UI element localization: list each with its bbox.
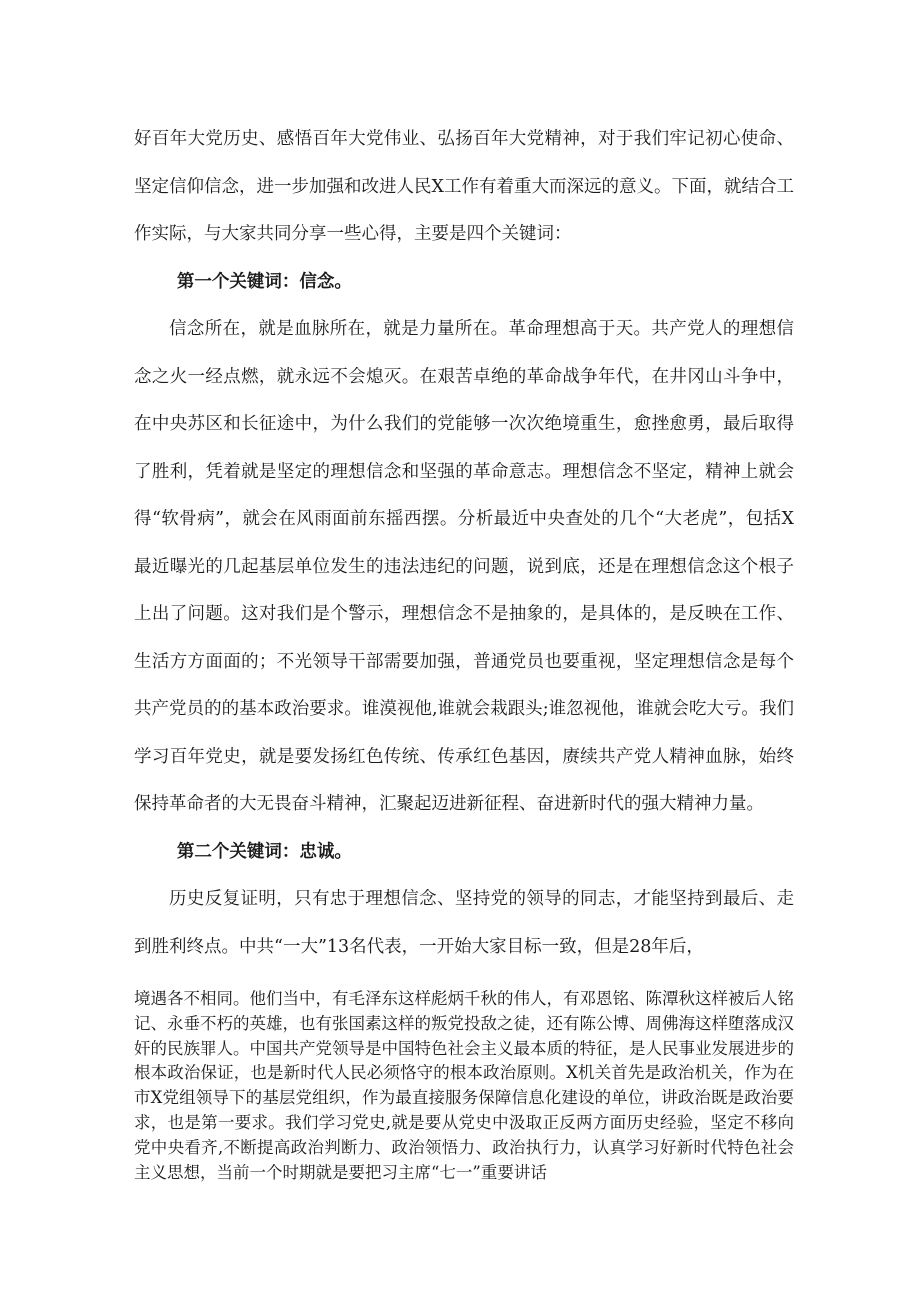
heading-keyword-1: 第一个关键词：信念。 <box>176 271 352 292</box>
heading-keyword-2: 第二个关键词：忠诚。 <box>176 841 352 862</box>
paragraph-belief: 信念所在，就是血脉所在，就是力量所在。革命理想高于天。共产党人的理想信念之火一经点燃，就永远不会熄灭。在艰苦卓绝的革命战争年代，在井冈山斗争中，在中央苏区和长征途中，为什么我们的党能够一次次绝境重生，愈挫愈勇，最后取得了胜利，凭着就是坚定的理想信念和坚强的革命意志。理想信念不坚定，精神上就会得“软骨病”，就会在风雨面前东摇西摆。分析最近中央查处的几个“大老虎”，包括X最近曝光的几起基层单位发生的违法违纪的问题，说到底，还是在理想信念这个根子上出了问题。这对我们是个警示，理想信念不是抽象的，是具体的，是反映在工作、生活方方面面的；不光领导干部需要加强，普通党员也要重视，坚定理想信念是每个共产党员的的基本政治要求。谁漠视他,谁就会栽跟头;谁忽视他，谁就会吃大亏。我们学习百年党史，就是要发扬红色传统、传承红色基因，赓续共产党人精神血脉，始终保持革命者的大无畏奋斗精神，汇聚起迈进新征程、奋进新时代的强大精神力量。 <box>134 319 794 814</box>
paragraph-loyalty-start: 历史反复证明，只有忠于理想信念、坚持党的领导的同志，才能坚持到最后、走到胜利终点。中共“一大”13名代表，一开始大家目标一致，但是28年后， <box>134 889 794 957</box>
paragraph-loyalty-continued: 境遇各不相同。他们当中，有毛泽东这样彪炳千秋的伟人，有邓恩铭、陈潭秋这样被后人铭记、永垂不朽的英雄，也有张国素这样的叛党投敌之徒，还有陈公博、周佛海这样堕落成汉奸的民族罪人。中国共产党领导是中国特色社会主义最本质的特征，是人民事业发展进步的根本政治保证，也是新时代人民必须恪守的根本政治原则。X机关首先是政治机关，作为在市X党组领导下的基层党组织，作为最直接服务保障信息化建设的单位，讲政治既是政治要求，也是第一要求。我们学习党史,就是要从党史中汲取正反两方面历史经验，坚定不移向党中央看齐,不断提高政治判断力、政治领悟力、政治执行力，认真学习好新时代特色社会主义思想，当前一个时期就是要把习主席“七一”重要讲话 <box>134 989 794 1182</box>
document-body-lower <box>134 987 794 1185</box>
document-body-upper <box>134 116 794 971</box>
paragraph-intro: 好百年大党历史、感悟百年大党伟业、弘扬百年大党精神，对于我们牢记初心使命、坚定信仰信念，进一步加强和改进人民X工作有着重大而深远的意义。下面，就结合工作实际，与大家共同分享一些心得，主要是四个关键词： <box>134 129 794 244</box>
